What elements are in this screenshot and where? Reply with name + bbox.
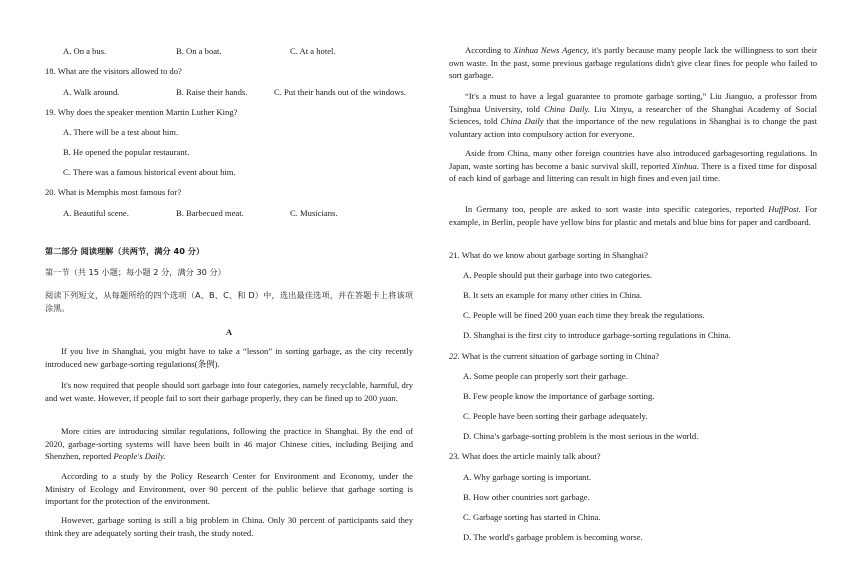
passage-paragraph-4: According to a study by the Policy Research Center for Environment and Economy, under the Ministry of Ecology and Environment, over 90 percent of the public believe that garbage sorting is important for the protection of the environment.: [45, 471, 413, 507]
option-b: B. He opened the popular restaurant.: [63, 147, 190, 157]
question-18: 18. What are the visitors allowed to do?: [45, 66, 182, 76]
passage-paragraph-1: If you live in Shanghai, you might have to take a “lesson” in sorting garbage, as the city recently introduced new garbage-sorting regulations(条例).: [45, 346, 413, 369]
question-19: 19. Why does the speaker mention Martin Luther King?: [45, 107, 238, 117]
option-a: A. Walk around.: [63, 87, 120, 97]
option-b: B. Raise their hands.: [176, 87, 248, 97]
option-b: B. On a boat.: [176, 46, 222, 56]
passage-paragraph-9: In Germany too, people are asked to sort waste into specific categories, reported HuffPost. For example, in Berlin, people have yellow bins for plastic and metals and blue bins for paper and cardboard.: [449, 204, 817, 227]
question-23: 23. What does the article mainly talk about?: [449, 451, 601, 461]
passage-paragraph-8: Aside from China, many other foreign countries have also introduced garbagesorting regulations. In Japan, waste sorting has become a basic survival skill, reported Xinhua. There is a fixed time for disposal of each kind of garbage and littering can result in high fines and even jail time.: [449, 148, 818, 184]
option-c: C. People will be fined 200 yuan each time they break the regulations.: [463, 310, 705, 320]
section-one-title: 第一节（共 15 小题；每小题 2 分，满分 30 分）: [45, 267, 226, 277]
option-a: A. On a bus.: [63, 46, 107, 56]
option-b: B. Few people know the importance of garbage sorting.: [463, 391, 655, 401]
option-d: D. China’s garbage-sorting problem is the most serious in the world.: [463, 431, 699, 441]
option-a: A. Some people can properly sort their garbage.: [463, 371, 628, 381]
part-two-title: 第二部分 阅读理解（共两节，满分 40 分）: [45, 246, 205, 256]
option-c: C. Garbage sorting has started in China.: [463, 512, 601, 522]
option-b: B. How other countries sort garbage.: [463, 492, 590, 502]
passage-paragraph-6: According to Xinhua News Agency, it's partly because many people lack the willingness to sort their own waste. In the past, some previous garbage regulations didn't give clear fines for people who failed to sort garbage.: [449, 45, 817, 81]
option-a: A. There will be a test about him.: [63, 127, 179, 137]
passage-label: A: [225, 327, 233, 337]
passage-paragraph-2: It's now required that people should sort garbage into four categories, namely recyclable, harmful, dry and wet waste. However, if people fail to sort their garbage properly, they can be fined up to 200 yuan.: [45, 380, 413, 403]
option-c: C. Musicians.: [290, 208, 338, 218]
passage-paragraph-3: More cities are introducing similar regulations, following the practice in Shanghai. By the end of 2020, garbage-sorting systems will have been built in 46 major Chinese cities, including Beijing and Shenzhen, reported People's Daily.: [45, 426, 413, 462]
option-a: A. People should put their garbage into two categories.: [463, 270, 653, 280]
option-a: A. Why garbage sorting is important.: [463, 472, 592, 482]
question-22: 22. What is the current situation of garbage sorting in China?: [449, 351, 660, 361]
passage-paragraph-5: However, garbage sorting is still a big problem in China. Only 30 percent of participants said they think they are adequately sorting their trash, the study noted.: [45, 515, 413, 538]
option-c: C. People have been sorting their garbage adequately.: [463, 411, 648, 421]
reading-instructions: 阅读下列短文，从每题所给的四个选项（A、B、C、和 D）中，选出最佳选项，并在答题卡上将该项涂黑。: [45, 290, 413, 313]
option-d: D. Shanghai is the first city to introduce garbage-sorting regulations in China.: [463, 330, 731, 340]
question-20: 20. What is Memphis most famous for?: [45, 187, 182, 197]
question-21: 21. What do we know about garbage sorting in Shanghai?: [449, 250, 648, 260]
passage-paragraph-7: “It's a must to have a legal guarantee to promote garbage sorting,” Liu Jianguo, a professor from Tsinghua University, told China Daily. Liu Xinyu, a researcher of the Shanghai Academy of Social Sciences, told China Daily that the importance of the new regulations in Shanghai is to change the past voluntary action into compulsory action for everyone.: [449, 91, 817, 139]
option-b: B. It sets an example for many other cities in China.: [463, 290, 642, 300]
option-c: C. Put their hands out of the windows.: [274, 87, 407, 97]
option-c: C. There was a famous historical event about him.: [63, 167, 236, 177]
option-b: B. Barbecued meat.: [176, 208, 244, 218]
option-a: A. Beautiful scene.: [63, 208, 129, 218]
option-d: D. The world's garbage problem is becoming worse.: [463, 532, 643, 542]
option-c: C. At a hotel.: [290, 46, 336, 56]
